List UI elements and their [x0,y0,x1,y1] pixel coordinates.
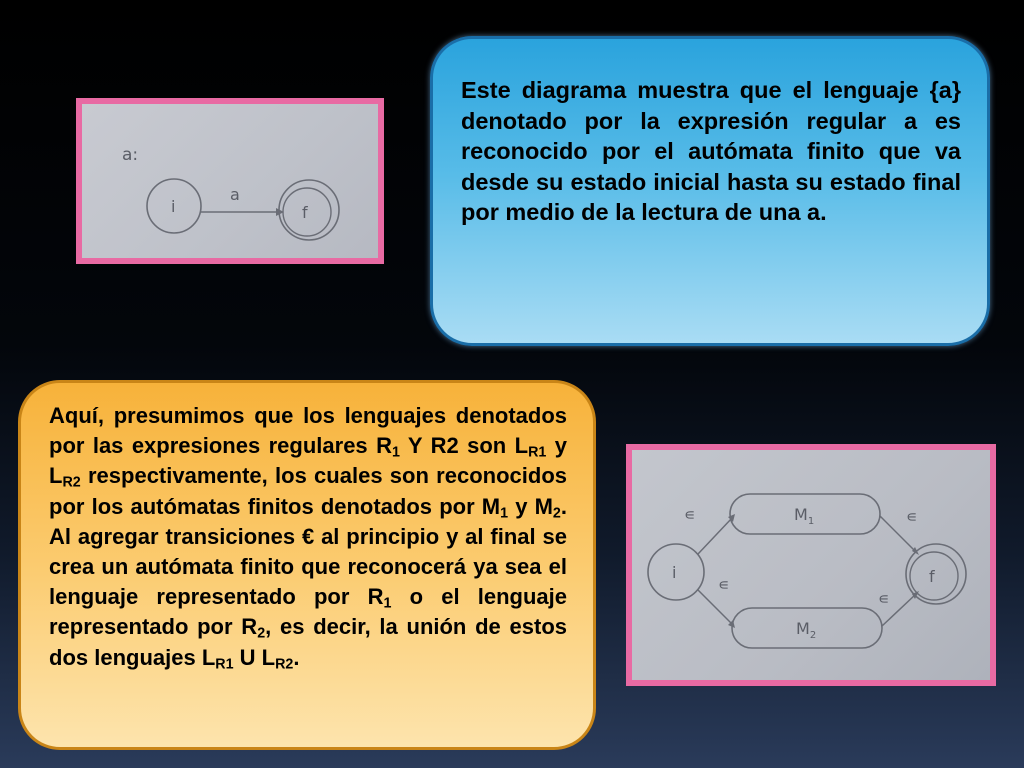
union-automaton-diagram [632,450,990,680]
automaton-a-photo [76,98,384,264]
top-explanation-text: Este diagrama muestra que el lenguaje {a} denotado por la expresión regular a es reconocido por el autómata finito que va desde su estado inicial hasta su estado final por medio de la lectura de una a. [461,77,961,226]
bottom-explanation-box [18,380,596,750]
epsilon-arrow-to-m2 [698,590,732,624]
epsilon-arrow-to-m1 [698,518,732,554]
union-automaton-photo [626,444,996,686]
final-state-label: f [302,203,308,222]
diagram-label: a: [122,145,139,165]
machine-2-label: $M_2$ [796,619,817,641]
machine-1-label: $M_1$ [794,505,815,527]
final-state-outer-circle [279,180,339,240]
start-state-label: i [171,197,176,216]
bottom-explanation-text: Aquí, presumimos que los lenguajes denotados por las expresiones regulares $R_1$ Y R2 son $L_{R1}$ y $L_{R2}$ respectivamente, los cuales son reconocidos por los autómatas finitos denotados por $M_1$ y $M_2$. Al agregar transiciones € al principio y al final se crea un autómata finito que reconocerá ya sea el lenguaje representado por $R_1$ o el lenguaje representado por $R_2$, es decir, la unión de estos dos lenguajes $L_{R1}$ U $L_{R2}$. [49,403,567,673]
epsilon-label-1: ∊ [684,505,696,524]
epsilon-label-2: ∊ [718,575,730,594]
final-state-label: f [929,567,935,586]
epsilon-label-4: ∊ [878,589,890,608]
automaton-a-diagram [82,104,378,258]
epsilon-label-3: ∊ [906,507,918,526]
transition-label: a [230,185,240,204]
top-explanation-box [430,36,990,346]
start-state-label: i [672,563,677,582]
